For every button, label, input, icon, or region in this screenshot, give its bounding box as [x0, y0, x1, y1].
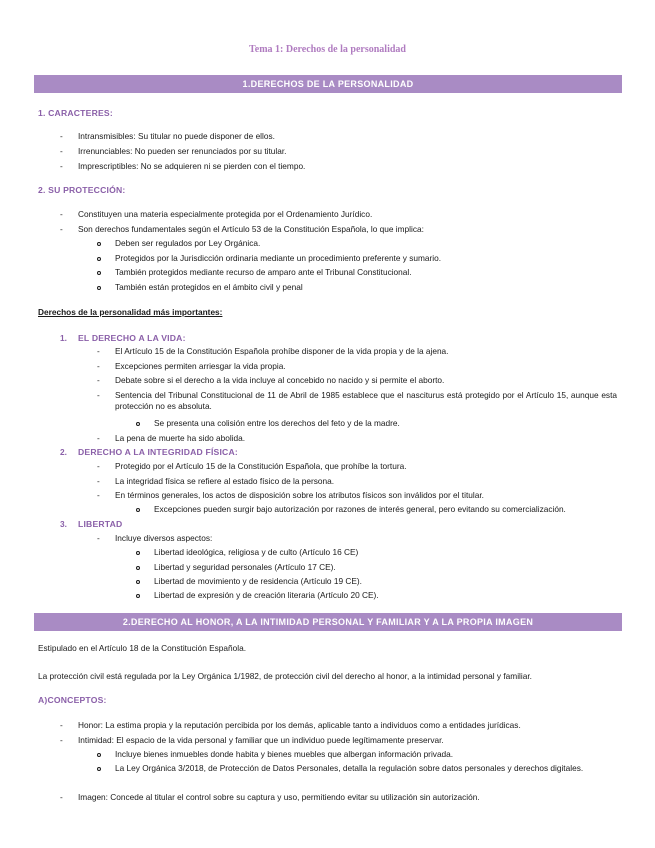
bullet-circle-icon — [136, 422, 140, 426]
sub-item: También están protegidos en el ámbito civil y penal — [115, 282, 303, 292]
integridad-heading: DERECHO A LA INTEGRIDAD FÍSICA: — [78, 447, 238, 457]
bullet-circle-icon — [97, 242, 101, 246]
list-item: Excepciones permiten arriesgar la vida propia. — [115, 361, 286, 371]
sub-item: Deben ser regulados por Ley Orgánica. — [115, 238, 261, 248]
list-item: Imprescriptibles: No se adquieren ni se pierden con el tiempo. — [78, 161, 306, 171]
sub-item: También protegidos mediante recurso de amparo ante el Tribunal Constitucional. — [115, 267, 412, 277]
conceptos-heading: A)CONCEPTOS: — [38, 695, 107, 705]
list-item: Imagen: Concede al titular el control sobre su captura y uso, permitiendo evitar su utilización sin autorización. — [78, 792, 480, 802]
list-item: Intimidad: El espacio de la vida personal y familiar que un individuo puede legítimamente preservar. — [78, 735, 444, 745]
bullet-dash: - — [60, 146, 63, 156]
bullet-circle-icon — [97, 257, 101, 261]
list-item: Intransmisibles: Su titular no puede disponer de ellos. — [78, 131, 275, 141]
vida-heading: EL DERECHO A LA VIDA: — [78, 333, 186, 343]
section-2-header: 2.DERECHO AL HONOR, A LA INTIMIDAD PERSONAL Y FAMILIAR Y A LA PROPIA IMAGEN — [34, 613, 622, 631]
bullet-dash: - — [97, 390, 100, 400]
bullet-dash: - — [97, 461, 100, 471]
derechos-importantes-heading: Derechos de la personalidad más importantes: — [38, 307, 223, 317]
list-item: En términos generales, los actos de disposición sobre los atributos físicos son inválidos por el titular. — [115, 490, 484, 500]
list-item: Protegido por el Artículo 15 de la Constitución Española, que prohíbe la tortura. — [115, 461, 407, 471]
bullet-dash: - — [97, 433, 100, 443]
list-item: Sentencia del Tribunal Constitucional de 11 de Abril de 1985 establece que el nasciturus está protegido por el Artículo 15, aunque esta protección no es absoluta. — [115, 390, 617, 411]
list-number: 2. — [60, 447, 67, 457]
bullet-dash: - — [60, 131, 63, 141]
list-number: 1. — [60, 333, 67, 343]
bullet-circle-icon — [136, 551, 140, 555]
bullet-circle-icon — [97, 286, 101, 290]
bullet-circle-icon — [97, 767, 101, 771]
proteccion-heading: 2. SU PROTECCIÓN: — [38, 185, 126, 195]
list-number: 3. — [60, 519, 67, 529]
bullet-dash: - — [60, 209, 63, 219]
list-item: La integridad física se refiere al estado físico de la persona. — [115, 476, 335, 486]
list-item: Son derechos fundamentales según el Artículo 53 de la Constitución Española, lo que implica: — [78, 224, 424, 234]
paragraph: Estipulado en el Artículo 18 de la Constitución Española. — [38, 643, 247, 653]
sub-item: Excepciones pueden surgir bajo autorización por razones de interés general, pero evitando su comercialización. — [154, 504, 566, 514]
sub-item: Libertad y seguridad personales (Artículo 17 CE). — [154, 562, 336, 572]
bullet-circle-icon — [97, 753, 101, 757]
sub-item: Protegidos por la Jurisdicción ordinaria mediante un procedimiento preferente y sumario. — [115, 253, 442, 263]
bullet-dash: - — [60, 735, 63, 745]
section-1-header: 1.DERECHOS DE LA PERSONALIDAD — [34, 75, 622, 93]
bullet-circle-icon — [97, 271, 101, 275]
list-item: Incluye diversos aspectos: — [115, 533, 213, 543]
bullet-dash: - — [60, 720, 63, 730]
list-item: La pena de muerte ha sido abolida. — [115, 433, 246, 443]
caracteres-heading: 1. CARACTERES: — [38, 108, 113, 118]
bullet-dash: - — [97, 361, 100, 371]
bullet-dash: - — [60, 224, 63, 234]
bullet-circle-icon — [136, 508, 140, 512]
sub-item: Libertad ideológica, religiosa y de culto (Artículo 16 CE) — [154, 547, 359, 557]
sub-item: Se presenta una colisión entre los derechos del feto y de la madre. — [154, 418, 400, 428]
sub-item: Libertad de movimiento y de residencia (Artículo 19 CE). — [154, 576, 362, 586]
bullet-circle-icon — [136, 594, 140, 598]
bullet-dash: - — [97, 533, 100, 543]
sub-item: Libertad de expresión y de creación literaria (Artículo 20 CE). — [154, 590, 379, 600]
libertad-heading: LIBERTAD — [78, 519, 123, 529]
list-item: Irrenunciables: No pueden ser renunciados por su titular. — [78, 146, 287, 156]
bullet-circle-icon — [136, 566, 140, 570]
bullet-dash: - — [60, 792, 63, 802]
bullet-dash: - — [97, 346, 100, 356]
bullet-dash: - — [97, 490, 100, 500]
bullet-circle-icon — [136, 580, 140, 584]
paragraph: La protección civil está regulada por la Ley Orgánica 1/1982, de protección civil del derecho al honor, a la intimidad personal y familiar. — [38, 671, 532, 681]
list-item: Constituyen una materia especialmente protegida por el Ordenamiento Jurídico. — [78, 209, 373, 219]
bullet-dash: - — [60, 161, 63, 171]
sub-item: Incluye bienes inmuebles donde habita y bienes muebles que albergan información privada. — [115, 749, 454, 759]
list-item: El Artículo 15 de la Constitución Española prohíbe disponer de la vida propia y de la ajena. — [115, 346, 449, 356]
bullet-dash: - — [97, 375, 100, 385]
list-item: Debate sobre si el derecho a la vida incluye al concebido no nacido y si permite el aborto. — [115, 375, 445, 385]
sub-item: La Ley Orgánica 3/2018, de Protección de Datos Personales, detalla la regulación sobre datos personales y derechos digitales. — [115, 763, 584, 773]
bullet-dash: - — [97, 476, 100, 486]
document-title: Tema 1: Derechos de la personalidad — [249, 44, 406, 55]
list-item: Honor: La estima propia y la reputación percibida por los demás, aplicable tanto a individuos como a entidades jurídicas. — [78, 720, 521, 730]
